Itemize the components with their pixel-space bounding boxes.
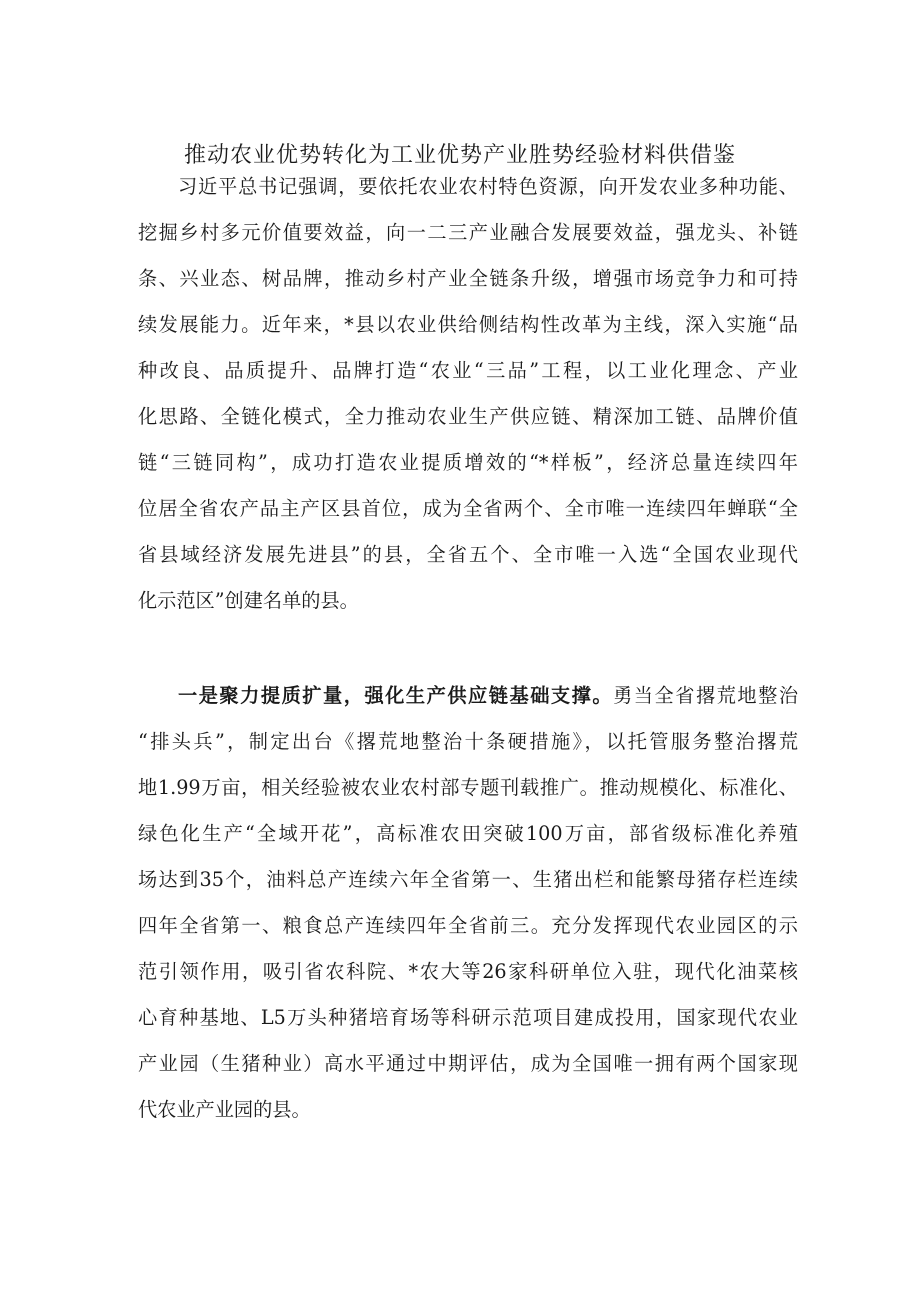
document-title: 推动农业优势转化为工业优势产业胜势经验材料供借鉴 — [183, 143, 736, 168]
paragraph-section-one — [138, 673, 798, 1133]
paragraph-line: 代农业产业园的县。 — [138, 1098, 311, 1121]
paragraph-line: 种改良、品质提升、品牌打造“农业“三品”工程，以工业化理念、产业 — [138, 359, 798, 382]
paragraph-line — [138, 673, 798, 719]
paragraph-line: 场达到35个，油料总产连续六年全省第一、生猪出栏和能繁母猪存栏连续 — [138, 868, 798, 891]
paragraph-line: 范引领作用，吸引省农科院、*农大等26家科研单位入驻，现代化油菜核 — [138, 960, 798, 983]
paragraph-line: 绿色化生产“全域开花”，高标准农田突破100万亩，部省级标准化养殖 — [138, 822, 798, 845]
paragraph-line: 挖掘乡村多元价值要效益，向一二三产业融合发展要效益，强龙头、补链 — [138, 221, 798, 244]
paragraph-line: 位居全省农产品主产区县首位，成为全省两个、全市唯一连续四年蝉联“全 — [138, 497, 798, 520]
paragraph-line: 化示范区”创建名单的县。 — [138, 589, 359, 612]
paragraph-intro — [138, 164, 798, 624]
paragraph-line: 化思路、全链化模式，全力推动农业生产供应链、精深加工链、品牌价值 — [138, 405, 798, 428]
paragraph-line-text: 勇当全省撂荒地整治 — [613, 684, 798, 707]
paragraph-line: 条、兴业态、树品牌，推动乡村产业全链条升级，增强市场竞争力和可持 — [138, 267, 798, 290]
paragraph-line: 习近平总书记强调，要依托农业农村特色资源，向开发农业多种功能、 — [178, 175, 798, 198]
paragraph-line: “排头兵”，制定出台《撂荒地整治十条硬措施》，以托管服务整治撂荒 — [138, 730, 798, 753]
paragraph-line: 续发展能力。近年来，*县以农业供给侧结构性改革为主线，深入实施“品 — [138, 313, 798, 336]
paragraph-line: 心育种基地、L5万头种猪培育场等科研示范项目建成投用，国家现代农业 — [138, 1006, 798, 1029]
section-lead-heading: 一是聚力提质扩量，强化生产供应链基础支撑。 — [178, 684, 614, 707]
paragraph-line: 地1.99万亩，相关经验被农业农村部专题刊载推广。推动规模化、标准化、 — [138, 776, 798, 799]
paragraph-line: 四年全省第一、粮食总产连续四年全省前三。充分发挥现代农业园区的示 — [138, 914, 798, 937]
paragraph-line: 链“三链同构”，成功打造农业提质增效的“*样板”，经济总量连续四年 — [138, 451, 798, 474]
paragraph-line: 产业园（生猪种业）高水平通过中期评估，成为全国唯一拥有两个国家现 — [138, 1052, 798, 1075]
paragraph-line: 省县域经济发展先进县”的县，全省五个、全市唯一入选“全国农业现代 — [138, 543, 798, 566]
